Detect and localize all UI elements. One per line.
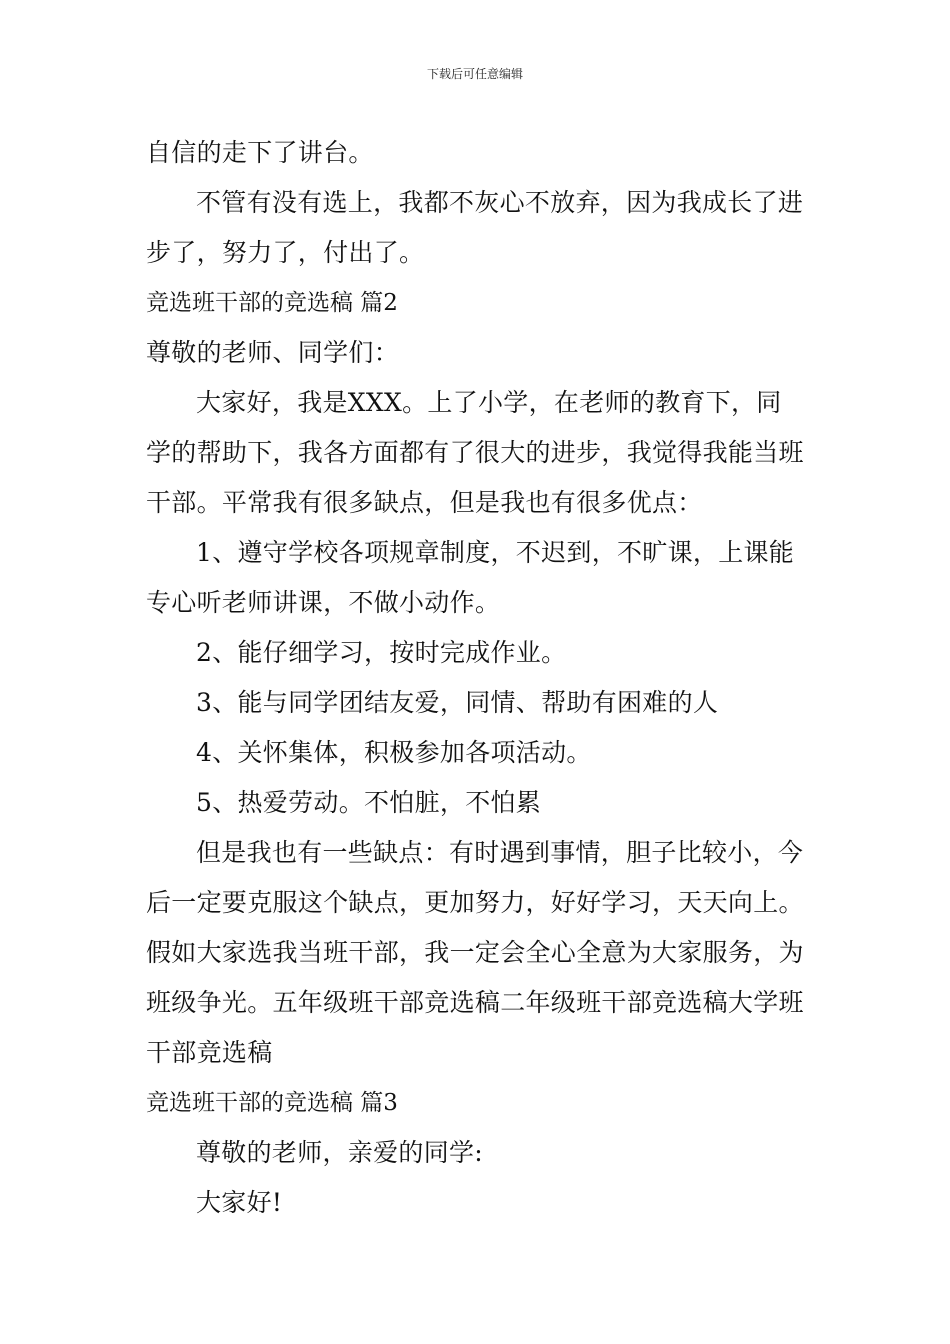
paragraph: 但是我也有一些缺点：有时遇到事情，胆子比较小，今后一定要克服这个缺点，更加努力，好好学习，天天向上。假如大家选我当班干部，我一定会全心全意为大家服务，为班级争光。五年级班干部竞选稿二年级班干部竞选稿大学班干部竞选稿 bbox=[146, 838, 804, 1067]
greeting: 大家好! bbox=[196, 1188, 283, 1217]
document-body bbox=[146, 128, 806, 1228]
list-item: 1、遵守学校各项规章制度，不迟到，不旷课，上课能专心听老师讲课，不做小动作。 bbox=[146, 538, 795, 617]
list-item: 2、能仔细学习，按时完成作业。 bbox=[196, 638, 567, 667]
page-header: 下载后可任意编辑 bbox=[426, 67, 523, 81]
list-item: 5、热爱劳动。不怕脏，不怕累 bbox=[196, 788, 542, 817]
list-item: 3、能与同学团结友爱，同情、帮助有困难的人 bbox=[196, 688, 719, 717]
paragraph: 自信的走下了讲台。 bbox=[146, 138, 374, 167]
list-item: 4、关怀集体，积极参加各项活动。 bbox=[196, 738, 592, 767]
section-title: 竞选班干部的竞选稿 篇2 bbox=[146, 290, 398, 316]
paragraph: 不管有没有选上，我都不灰心不放弃，因为我成长了进步了，努力了，付出了。 bbox=[146, 188, 804, 267]
paragraph: 大家好，我是XXX。上了小学，在老师的教育下，同学的帮助下，我各方面都有了很大的进步，我觉得我能当班干部。平常我有很多缺点，但是我也有很多优点： bbox=[146, 388, 804, 517]
section-title: 竞选班干部的竞选稿 篇3 bbox=[146, 1090, 398, 1116]
salutation: 尊敬的老师，亲爱的同学: bbox=[196, 1138, 484, 1167]
salutation: 尊敬的老师、同学们： bbox=[146, 338, 400, 367]
